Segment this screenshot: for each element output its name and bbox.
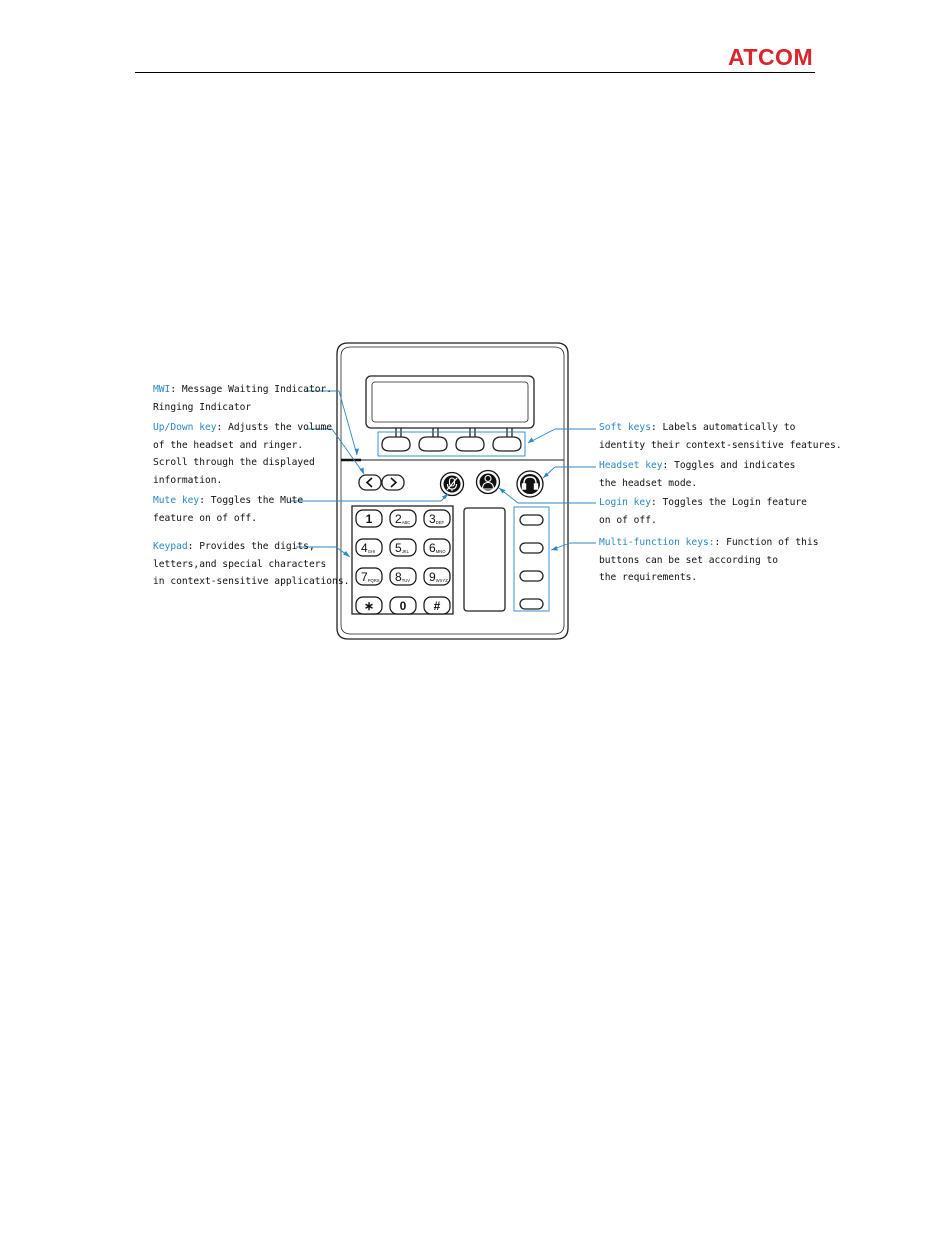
soft-keys-highlight	[378, 432, 525, 456]
keypad-key-6[interactable]	[424, 539, 450, 556]
mwi-text: : Message Waiting Indicator.	[170, 384, 333, 395]
keypad-key-1[interactable]	[356, 510, 382, 527]
keypad-key-12[interactable]	[424, 597, 450, 614]
keypad-key-label: ∗	[363, 599, 375, 613]
keypad-key-label: 1	[365, 512, 373, 526]
keypad-key-label: 5JKL	[395, 541, 409, 555]
keypad-key-label: 4GHI	[361, 541, 376, 555]
login-keyword: Login key	[599, 497, 651, 508]
soft-key-4	[493, 437, 521, 451]
leader-lines	[290, 391, 596, 557]
keypad-key-label: 3DEF	[429, 512, 445, 526]
keypad-key-7[interactable]	[356, 568, 382, 585]
mute-text: feature on of off.	[153, 512, 257, 524]
softkeys-text: identity their context-sensitive features.	[599, 439, 842, 451]
keypad-text: : Provides the digits,	[187, 541, 315, 552]
multifunction-text: : Function of this	[714, 537, 819, 548]
annotation-mwi	[153, 381, 332, 416]
mwi-text: Ringing Indicator	[153, 401, 252, 413]
right-arrow-key	[382, 475, 404, 490]
login-text: on of off.	[599, 514, 657, 526]
updown-text: of the headset and ringer.	[153, 439, 304, 451]
keypad-text: in context-sensitive applications.	[153, 576, 350, 587]
keypad-key-label: 2ABC	[395, 512, 411, 526]
soft-key-2	[419, 437, 447, 451]
lcd-display-outer	[366, 376, 534, 428]
keypad-key-9[interactable]	[424, 568, 450, 585]
updown-text: information.	[153, 474, 223, 486]
headset-key	[517, 471, 543, 497]
keypad-key-11[interactable]	[390, 597, 416, 614]
updown-text: Scroll through the displayed	[153, 457, 315, 468]
keypad-keyword: Keypad	[153, 541, 188, 552]
headset-keyword: Headset key	[599, 460, 663, 471]
annotation-updown	[153, 419, 332, 489]
login-key	[477, 471, 500, 494]
keypad-key-label: 9WXYZ	[429, 570, 448, 584]
keypad-key-label: 8TUV	[395, 570, 411, 584]
mwi-keyword: MWI	[153, 384, 171, 395]
softkeys-keyword: Soft keys	[599, 422, 651, 433]
soft-keys	[382, 428, 521, 451]
annotation-keypad	[153, 538, 349, 591]
multi-function-highlight	[514, 507, 549, 611]
annotation-headset	[599, 457, 795, 492]
keypad-key-label: #	[433, 599, 441, 613]
multifunction-text: the requirements.	[599, 572, 698, 583]
keypad-key-10[interactable]	[356, 597, 382, 614]
keypad-key-2[interactable]	[390, 510, 416, 527]
mute-text: : Toggles the Mute	[199, 495, 304, 506]
left-arrow-icon	[367, 478, 372, 487]
soft-key-3	[456, 437, 484, 451]
annotation-login	[599, 494, 807, 529]
softkeys-text: : Labels automatically to	[650, 422, 796, 433]
updown-text: : Adjusts the volume	[216, 422, 333, 433]
keypad-key-label: 6MNO	[429, 541, 446, 555]
keypad-key-3[interactable]	[424, 510, 450, 527]
multi-function-keys	[520, 515, 543, 609]
atcom-logo: ATCOM	[728, 44, 814, 70]
keypad-key-4[interactable]	[356, 539, 382, 556]
keypad-key-label: 7PQRS	[361, 570, 380, 584]
card-slot	[464, 508, 505, 611]
updown-keyword: Up/Down key	[153, 422, 217, 433]
multifunction-text: buttons can be set according to	[599, 554, 779, 566]
login-text: : Toggles the Login feature	[650, 497, 807, 508]
headset-text: the headset mode.	[599, 477, 698, 489]
headset-text: : Toggles and indicates	[662, 460, 796, 471]
mute-key	[441, 473, 464, 496]
multifunction-keyword: Multi-function keys:	[599, 537, 715, 548]
keypad-text: letters,and special characters	[153, 558, 327, 570]
annotation-multifunction	[599, 534, 819, 587]
keypad-key-label: 0	[399, 599, 407, 613]
annotation-softkeys	[599, 419, 842, 454]
right-arrow-icon	[391, 478, 396, 487]
soft-key-1	[382, 437, 410, 451]
keypad-keys	[356, 510, 450, 614]
keypad-key-5[interactable]	[390, 539, 416, 556]
lcd-display-inner	[372, 382, 528, 422]
mute-keyword: Mute key	[153, 495, 200, 506]
keypad-key-8[interactable]	[390, 568, 416, 585]
left-arrow-key	[359, 475, 381, 490]
annotation-mute	[153, 492, 303, 527]
